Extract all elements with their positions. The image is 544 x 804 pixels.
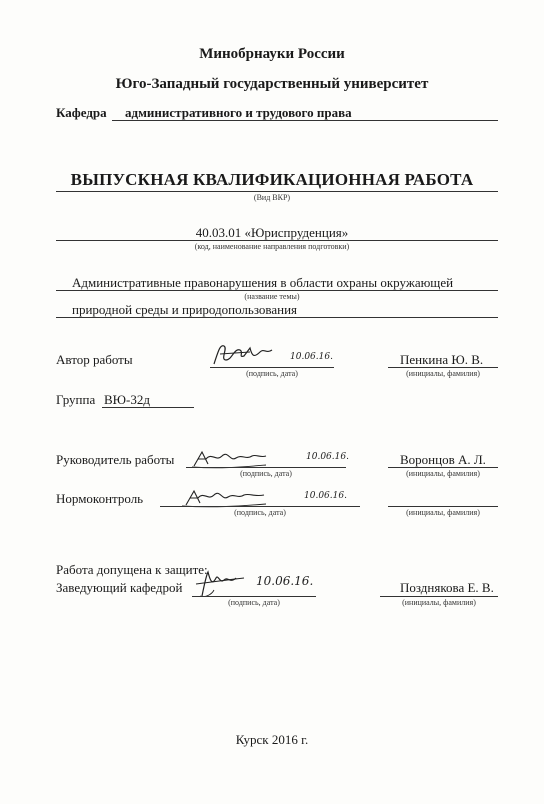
- head-name: Позднякова Е. В.: [400, 580, 494, 595]
- supervisor-name-line: [388, 467, 498, 468]
- group-underline: [102, 407, 194, 408]
- group-label: Группа: [56, 392, 96, 407]
- normcontrol-date: 10.06.16.: [304, 491, 347, 501]
- direction-caption: (код, наименование направления подготовки): [194, 242, 350, 251]
- author-label: Автор работы: [56, 352, 133, 367]
- head-signature-caption: (подпись, дата): [228, 598, 280, 607]
- supervisor-signature-line: [186, 467, 346, 468]
- supervisor-signature-caption: (подпись, дата): [240, 469, 292, 478]
- author-name-line: [388, 367, 498, 368]
- admission-label: Работа допущена к защите:: [56, 562, 208, 577]
- normcontrol-name-line: [388, 506, 498, 507]
- head-signature-line: [192, 596, 316, 597]
- head-date: 10.06.16.: [256, 574, 314, 588]
- author-signature-caption: (подпись, дата): [246, 369, 298, 378]
- group-value: ВЮ-32д: [104, 392, 150, 407]
- head-of-department-label: Заведующий кафедрой: [56, 580, 183, 595]
- direction-value: 40.03.01 «Юриспруденция»: [195, 225, 349, 240]
- author-signature-line: [210, 367, 334, 368]
- department-underline: [112, 120, 498, 121]
- supervisor-label: Руководитель работы: [56, 452, 175, 467]
- department-value: административного и трудового права: [125, 105, 352, 120]
- supervisor-name-caption: (инициалы, фамилия): [406, 469, 480, 478]
- normcontrol-label: Нормоконтроль: [56, 491, 144, 506]
- work-type-caption: (Вид ВКР): [253, 193, 291, 202]
- topic-underline-2: [56, 317, 498, 318]
- topic-line-2: природной среды и природопользования: [72, 302, 298, 317]
- normcontrol-signature-line: [160, 506, 360, 507]
- topic-caption: (название темы): [244, 292, 300, 301]
- work-title: ВЫПУСКНАЯ КВАЛИФИКАЦИОННАЯ РАБОТА: [70, 170, 474, 189]
- supervisor-date: 10.06.16.: [306, 452, 349, 462]
- city-year: Курск 2016 г.: [235, 732, 309, 747]
- direction-underline: [56, 240, 498, 241]
- work-title-underline: [56, 191, 498, 192]
- department-label: Кафедра: [56, 105, 107, 120]
- author-signature-icon: [210, 338, 280, 370]
- ministry-name: Минобрнауки России: [199, 46, 345, 62]
- author-name: Пенкина Ю. В.: [400, 352, 484, 367]
- head-name-caption: (инициалы, фамилия): [402, 598, 476, 607]
- topic-line-1: Административные правонарушения в области охраны окружающей: [72, 275, 454, 290]
- author-name-caption: (инициалы, фамилия): [406, 369, 480, 378]
- head-name-line: [380, 596, 498, 597]
- author-date: 10.06.16.: [290, 352, 333, 362]
- normcontrol-name-caption: (инициалы, фамилия): [406, 508, 480, 517]
- topic-underline-1: [56, 290, 498, 291]
- university-name: Юго-Западный государственный университет: [115, 76, 429, 92]
- supervisor-name: Воронцов А. Л.: [400, 452, 486, 467]
- normcontrol-signature-caption: (подпись, дата): [234, 508, 286, 517]
